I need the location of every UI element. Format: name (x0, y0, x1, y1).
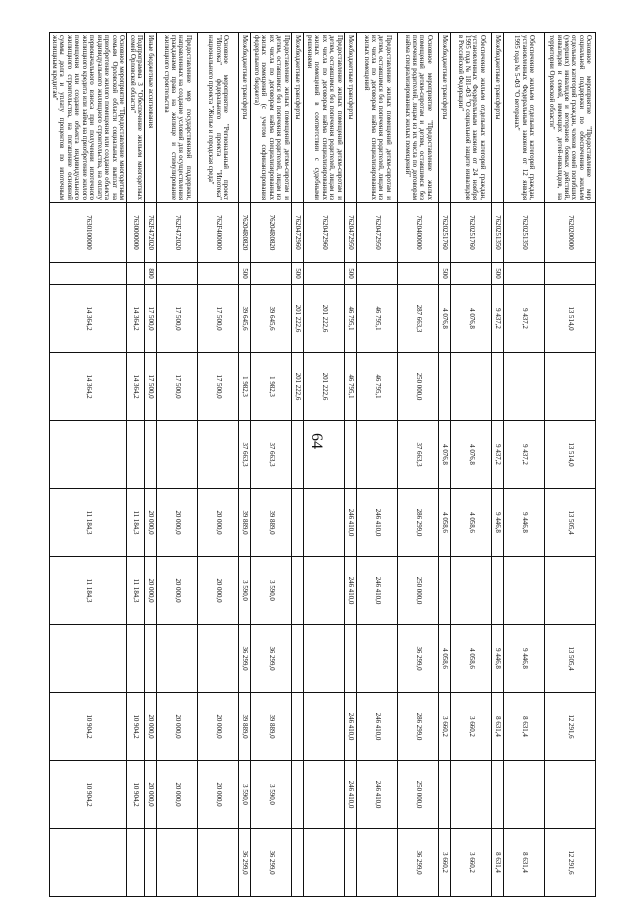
amount-cell (357, 625, 398, 693)
expense-type-cell (398, 263, 439, 285)
row-name-cell: Иные бюджетные ассигнования (145, 33, 157, 203)
amount-cell: 286 299,0 (398, 693, 439, 761)
amount-cell: 11 184,3 (127, 489, 145, 557)
expense-type-cell (127, 263, 145, 285)
row-name-cell: Предоставление жилых помещений детям-сиротам и детям, оставшимся без попечения родителей, лицам из их числа по договорам найма специализированных жилых помещений (357, 33, 398, 203)
amount-cell (439, 353, 451, 421)
amount-cell: 250 000,0 (398, 353, 439, 421)
amount-cell: 1 982,3 (251, 353, 292, 421)
amount-cell: 20 000,0 (198, 761, 239, 829)
amount-cell (545, 353, 596, 421)
amount-cell (345, 829, 357, 897)
amount-cell (345, 625, 357, 693)
amount-cell: 20 000,0 (157, 693, 198, 761)
amount-cell: 246 410,0 (345, 761, 357, 829)
amount-cell (304, 421, 345, 489)
amount-cell: 20 000,0 (157, 761, 198, 829)
row-name-cell: Подпрограмма 3 "Обеспечение жильем многодетных семей Орловской области" (127, 33, 145, 203)
amount-cell (451, 353, 492, 421)
row-name-cell: Основное мероприятие "Предоставление мер социальной поддержки по обеспечению жильем отдельных категорий граждан, членов семей погибших (умерших) инвалидов и ветеранов боевых действий, инвалидов и семей, имеющих детей-инвалидов, на территории Орловской области" (545, 33, 596, 203)
amount-cell: 17 500,0 (145, 353, 157, 421)
amount-cell (504, 557, 545, 625)
amount-cell: 36 299,0 (251, 829, 292, 897)
amount-cell: 20 000,0 (157, 489, 198, 557)
amount-cell (439, 557, 451, 625)
table-row (345, 33, 357, 897)
amount-cell: 36 299,0 (239, 625, 251, 693)
table-row (451, 33, 492, 897)
amount-cell: 11 184,3 (49, 489, 127, 557)
amount-cell (492, 557, 504, 625)
amount-cell: 4 076,8 (439, 421, 451, 489)
expense-type-cell: 500 (292, 263, 304, 285)
amount-cell (157, 829, 198, 897)
amount-cell: 9 437,2 (492, 285, 504, 353)
amount-cell: 1 982,3 (239, 353, 251, 421)
table-row (304, 33, 345, 897)
amount-cell: 201 222,6 (304, 353, 345, 421)
amount-cell (292, 557, 304, 625)
amount-cell: 11 184,3 (49, 557, 127, 625)
amount-cell: 286 299,0 (398, 489, 439, 557)
amount-cell: 10 904,2 (49, 761, 127, 829)
amount-cell: 246 410,0 (357, 761, 398, 829)
amount-cell: 9 446,8 (504, 489, 545, 557)
amount-cell: 10 904,2 (49, 693, 127, 761)
amount-cell (198, 829, 239, 897)
expense-type-cell (157, 263, 198, 285)
amount-cell: 4 076,8 (439, 285, 451, 353)
amount-cell: 17 500,0 (145, 285, 157, 353)
amount-cell: 9 446,8 (492, 625, 504, 693)
amount-cell: 14 364,2 (49, 285, 127, 353)
amount-cell (292, 489, 304, 557)
amount-cell: 14 364,2 (127, 285, 145, 353)
code-cell: 7620251350 (504, 203, 545, 263)
code-cell: 7630100000 (49, 203, 127, 263)
expense-type-cell (451, 263, 492, 285)
amount-cell: 13 505,4 (545, 489, 596, 557)
amount-cell (198, 625, 239, 693)
amount-cell (304, 829, 345, 897)
amount-cell (357, 829, 398, 897)
expense-type-cell (504, 263, 545, 285)
amount-cell (304, 557, 345, 625)
amount-cell: 36 299,0 (398, 625, 439, 693)
amount-cell: 46 795,1 (345, 285, 357, 353)
amount-cell: 20 000,0 (145, 557, 157, 625)
expense-type-cell (304, 263, 345, 285)
amount-cell (292, 693, 304, 761)
amount-cell: 8 631,4 (504, 829, 545, 897)
amount-cell (304, 761, 345, 829)
amount-cell: 39 889,0 (239, 693, 251, 761)
amount-cell: 46 795,1 (345, 353, 357, 421)
code-cell: 7620472960 (292, 203, 304, 263)
amount-cell: 8 631,4 (492, 829, 504, 897)
amount-cell (545, 761, 596, 829)
amount-cell (49, 421, 127, 489)
amount-cell: 4 076,8 (451, 285, 492, 353)
amount-cell: 14 364,2 (127, 353, 145, 421)
amount-cell: 4 058,6 (451, 489, 492, 557)
table-row (198, 33, 239, 897)
amount-cell: 13 514,0 (545, 285, 596, 353)
amount-cell: 36 299,0 (251, 625, 292, 693)
table-row (398, 33, 439, 897)
amount-cell: 39 889,0 (239, 489, 251, 557)
table-row (492, 33, 504, 897)
amount-cell (504, 353, 545, 421)
amount-cell: 39 645,6 (239, 285, 251, 353)
amount-cell: 9 446,8 (504, 625, 545, 693)
amount-cell: 20 000,0 (145, 761, 157, 829)
amount-cell: 17 500,0 (198, 285, 239, 353)
row-name-cell: Основное мероприятие "Предоставление жилых помещений детям-сиротам и детям, оставшимся без попечения родителей, лицам из их числа по договорам найма специализированных жилых помещений" (398, 33, 439, 203)
amount-cell: 4 058,6 (439, 489, 451, 557)
table-row (127, 33, 145, 897)
code-cell: 76204R0820 (239, 203, 251, 263)
amount-cell: 9 437,2 (504, 285, 545, 353)
code-cell: 7620200000 (545, 203, 596, 263)
amount-cell: 246 410,0 (357, 557, 398, 625)
expense-type-cell: 500 (439, 263, 451, 285)
amount-cell: 250 000,0 (398, 557, 439, 625)
amount-cell: 9 437,2 (492, 421, 504, 489)
amount-cell (304, 693, 345, 761)
table-row (145, 33, 157, 897)
amount-cell (451, 761, 492, 829)
amount-cell: 46 795,1 (357, 353, 398, 421)
amount-cell (157, 421, 198, 489)
amount-cell: 246 410,0 (357, 489, 398, 557)
expense-type-cell (198, 263, 239, 285)
amount-cell: 3 590,0 (239, 557, 251, 625)
code-cell: 762F472020 (157, 203, 198, 263)
amount-cell (292, 761, 304, 829)
amount-cell: 3 590,0 (251, 761, 292, 829)
amount-cell (304, 625, 345, 693)
amount-cell: 4 058,6 (439, 625, 451, 693)
amount-cell: 3 660,2 (439, 829, 451, 897)
amount-cell: 36 299,0 (239, 829, 251, 897)
amount-cell: 201 222,6 (292, 353, 304, 421)
amount-cell (145, 421, 157, 489)
amount-cell: 46 795,1 (357, 285, 398, 353)
amount-cell: 246 410,0 (345, 693, 357, 761)
amount-cell: 10 904,2 (127, 693, 145, 761)
amount-cell: 14 364,2 (49, 353, 127, 421)
code-cell: 7620472950 (357, 203, 398, 263)
amount-cell: 36 299,0 (398, 829, 439, 897)
expense-type-cell (49, 263, 127, 285)
expense-type-cell (357, 263, 398, 285)
row-name-cell: Предоставление мер государственной поддержки, направленных на создание условий для осуществления гражданами права на жилище и стимулирование жилищного строительства (157, 33, 198, 203)
row-name-cell: Предоставление жилых помещений детям-сиротам и детям, оставшимся без попечения родителей, лицам из их числа по договорам найма специализированных жилых помещений (с учетом софинансирования федерального бюджета) (251, 33, 292, 203)
amount-cell: 39 889,0 (251, 693, 292, 761)
amount-cell: 37 663,3 (251, 421, 292, 489)
code-cell: 7630000000 (127, 203, 145, 263)
amount-cell: 9 446,8 (492, 489, 504, 557)
amount-cell (127, 421, 145, 489)
amount-cell (127, 625, 145, 693)
amount-cell: 39 645,6 (251, 285, 292, 353)
amount-cell: 246 410,0 (345, 489, 357, 557)
amount-cell: 8 631,4 (504, 693, 545, 761)
amount-cell: 201 222,6 (292, 285, 304, 353)
table-row (49, 33, 127, 897)
row-name-cell: Межбюджетные трансферты (492, 33, 504, 203)
amount-cell: 17 500,0 (157, 285, 198, 353)
amount-cell: 3 590,0 (251, 557, 292, 625)
page-number: 64 (308, 433, 325, 449)
amount-cell (127, 829, 145, 897)
amount-cell (145, 625, 157, 693)
amount-cell: 20 000,0 (198, 489, 239, 557)
amount-cell (304, 489, 345, 557)
code-cell: 7620251760 (439, 203, 451, 263)
table-row (157, 33, 198, 897)
row-name-cell: Основное мероприятие "Региональный проект "Ипотека" федерального проекта "Ипотека" национального проекта "Жилье и городская среда" (198, 33, 239, 203)
amount-cell: 20 000,0 (145, 693, 157, 761)
amount-cell (492, 761, 504, 829)
row-name-cell: Обеспечение жильем отдельных категорий граждан, установленных Федеральным законом от 12 января 1995 года № 5-ФЗ "О ветеранах" (504, 33, 545, 203)
amount-cell (451, 557, 492, 625)
amount-cell: 37 663,3 (239, 421, 251, 489)
table-row (504, 33, 545, 897)
row-name-cell: Межбюджетные трансферты (292, 33, 304, 203)
amount-cell: 246 410,0 (357, 693, 398, 761)
amount-cell (145, 829, 157, 897)
amount-cell: 17 500,0 (198, 353, 239, 421)
expense-type-cell: 500 (239, 263, 251, 285)
expense-type-cell: 800 (145, 263, 157, 285)
table-row (439, 33, 451, 897)
row-name-cell: Обеспечение жильем отдельных категорий граждан, установленных Федеральным законом от 24 ноября 1995 года № 181-ФЗ "О социальной защите инвалидов в Российской Федерации" (451, 33, 492, 203)
amount-cell: 13 505,4 (545, 625, 596, 693)
amount-cell (439, 761, 451, 829)
amount-cell: 37 663,3 (398, 421, 439, 489)
amount-cell: 39 889,0 (251, 489, 292, 557)
amount-cell: 3 660,2 (451, 693, 492, 761)
amount-cell: 3 660,2 (451, 829, 492, 897)
amount-cell (504, 761, 545, 829)
budget-table-container (51, 32, 596, 892)
budget-table (49, 32, 596, 897)
code-cell: 762F472020 (145, 203, 157, 263)
amount-cell (157, 625, 198, 693)
amount-cell: 201 222,6 (304, 285, 345, 353)
amount-cell: 11 184,3 (127, 557, 145, 625)
table-row (292, 33, 304, 897)
amount-cell: 12 291,6 (545, 829, 596, 897)
amount-cell: 20 000,0 (198, 557, 239, 625)
table-row (251, 33, 292, 897)
amount-cell: 246 410,0 (345, 557, 357, 625)
code-cell: 76204R0820 (251, 203, 292, 263)
amount-cell: 250 000,0 (398, 761, 439, 829)
amount-cell (545, 557, 596, 625)
row-name-cell: Основное мероприятие "Предоставление многодетным семьям Орловской области социальных выплат на приобретение жилого помещения или создание объекта индивидуального жилищного строительства, на оплату первоначального взноса при получении ипотечного жилищного кредита или займа на приобретение жилого помещения или создание объекта индивидуального жилищного строительства, на погашение основной суммы долга и уплату процентов по ипотечным жилищным кредитам" (49, 33, 127, 203)
amount-cell (292, 625, 304, 693)
amount-cell: 8 631,4 (492, 693, 504, 761)
amount-cell: 20 000,0 (198, 693, 239, 761)
row-name-cell: Межбюджетные трансферты (345, 33, 357, 203)
amount-cell: 17 500,0 (157, 353, 198, 421)
amount-cell: 20 000,0 (157, 557, 198, 625)
code-cell: 7620472960 (304, 203, 345, 263)
code-cell: 7620400000 (398, 203, 439, 263)
amount-cell: 12 291,6 (545, 693, 596, 761)
expense-type-cell: 500 (345, 263, 357, 285)
expense-type-cell (251, 263, 292, 285)
amount-cell (492, 353, 504, 421)
code-cell: 7620251350 (492, 203, 504, 263)
row-name-cell: Предоставление жилых помещений детям-сиротам и детям, оставшимся без попечения родителей, лицам из их числа по договорам найма специализированных жилых помещений в соответствии с судебными решениями (304, 33, 345, 203)
amount-cell (292, 829, 304, 897)
amount-cell: 13 514,0 (545, 421, 596, 489)
amount-cell: 10 904,2 (127, 761, 145, 829)
row-name-cell: Межбюджетные трансферты (239, 33, 251, 203)
code-cell: 7620251760 (451, 203, 492, 263)
amount-cell: 4 058,6 (451, 625, 492, 693)
amount-cell (49, 829, 127, 897)
amount-cell: 4 076,8 (451, 421, 492, 489)
amount-cell (357, 421, 398, 489)
code-cell: 762F400000 (198, 203, 239, 263)
amount-cell (198, 421, 239, 489)
amount-cell (292, 421, 304, 489)
row-name-cell: Межбюджетные трансферты (439, 33, 451, 203)
amount-cell (49, 625, 127, 693)
code-cell: 7620472950 (345, 203, 357, 263)
expense-type-cell (545, 263, 596, 285)
amount-cell: 287 663,3 (398, 285, 439, 353)
amount-cell: 3 590,0 (239, 761, 251, 829)
table-row (545, 33, 596, 897)
table-row (239, 33, 251, 897)
amount-cell (345, 421, 357, 489)
amount-cell: 9 437,2 (504, 421, 545, 489)
expense-type-cell: 500 (492, 263, 504, 285)
amount-cell: 20 000,0 (145, 489, 157, 557)
amount-cell: 3 660,2 (439, 693, 451, 761)
table-row (357, 33, 398, 897)
